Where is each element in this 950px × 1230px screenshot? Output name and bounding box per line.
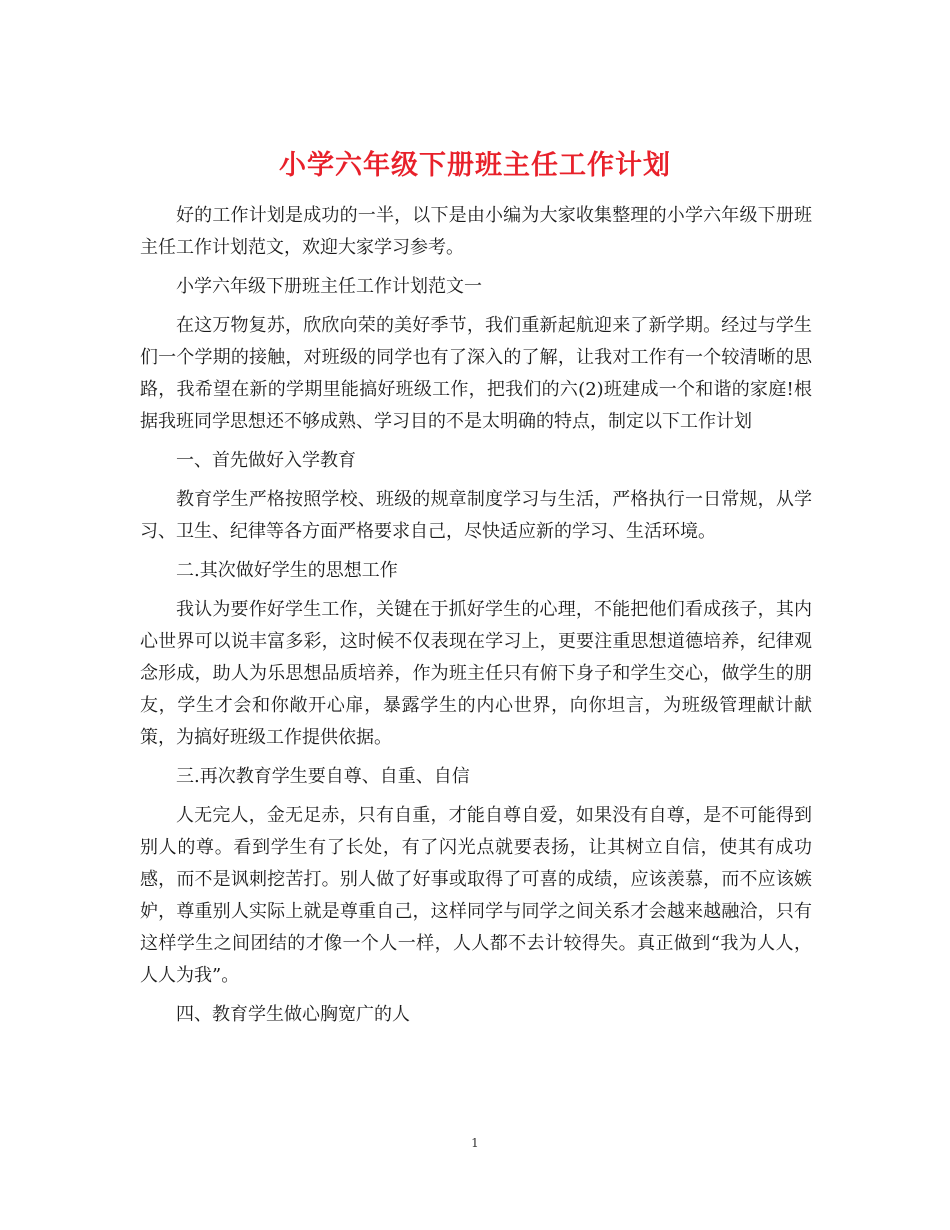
section-heading-3: 三.再次教育学生要自尊、自重、自信 xyxy=(176,766,470,787)
section-paragraph-1: 教育学生严格按照学校、班级的规章制度学习与生活，严格执行一日常规，从学习、卫生、纪律等各方面严格要求自己，尽快适应新的学习、生活环境。 xyxy=(140,489,812,542)
section-heading-1: 一、首先做好入学教育 xyxy=(176,450,356,471)
section-heading-sample-one: 小学六年级下册班主任工作计划范文一 xyxy=(176,276,482,297)
opening-paragraph: 在这万物复苏，欣欣向荣的美好季节，我们重新起航迎来了新学期。经过与学生们一个学期的接触，对班级的同学也有了深入的了解，让我对工作有一个较清晰的思路，我希望在新的学期里能搞好班级工作，把我们的六(2)班建成一个和谐的家庭!根据我班同学思想还不够成熟、学习目的不是太明确的特点，制定以下工作计划 xyxy=(140,315,812,432)
section-paragraph-2: 我认为要作好学生工作，关键在于抓好学生的心理，不能把他们看成孩子，其内心世界可以说丰富多彩，这时候不仅表现在学习上，更要注重思想道德培养，纪律观念形成，助人为乐思想品质培养，作为班主任只有俯下身子和学生交心，做学生的朋友，学生才会和你敞开心扉，暴露学生的内心世界，向你坦言，为班级管理献计献策，为搞好班级工作提供依据。 xyxy=(140,599,812,748)
intro-paragraph: 好的工作计划是成功的一半，以下是由小编为大家收集整理的小学六年级下册班主任工作计划范文，欢迎大家学习参考。 xyxy=(140,205,812,258)
section-heading-2: 二.其次做好学生的思想工作 xyxy=(176,560,398,581)
section-heading-4: 四、教育学生做心胸宽广的人 xyxy=(176,1004,410,1025)
document-title: 小学六年级下册班主任工作计划 xyxy=(279,150,671,182)
page-number: 1 xyxy=(471,1136,479,1150)
document-body xyxy=(140,200,812,1038)
section-paragraph-3: 人无完人，金无足赤，只有自重，才能自尊自爱，如果没有自尊，是不可能得到别人的尊。看到学生有了长处，有了闪光点就要表扬，让其树立自信，使其有成功感，而不是讽刺挖苦打。别人做了好事或取得了可喜的成绩，应该羡慕，而不应该嫉妒，尊重别人实际上就是尊重自己，这样同学与同学之间关系才会越来越融洽，只有这样学生之间团结的才像一个人一样，人人都不去计较得失。真正做到“我为人人，人人为我”。 xyxy=(140,805,812,986)
